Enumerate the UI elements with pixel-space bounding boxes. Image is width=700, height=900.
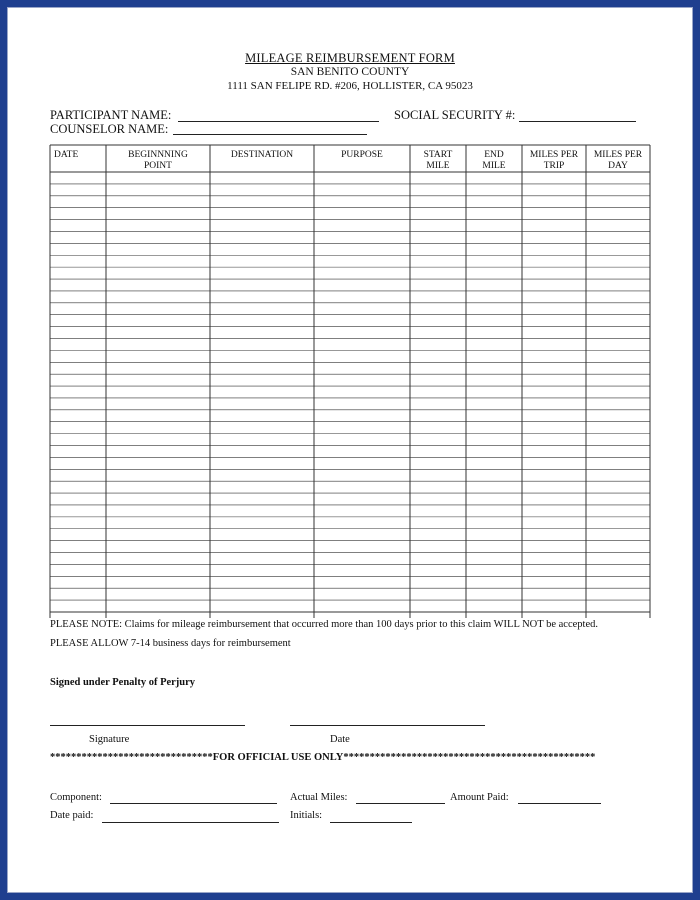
column-header-label: BEGINNNING (128, 150, 188, 160)
column-header-label: DATE (54, 150, 79, 160)
column-header-label: END (484, 150, 504, 160)
column-header-label: MILE (482, 161, 506, 171)
participant-name-label: PARTICIPANT NAME: (50, 108, 172, 122)
signature-date-field[interactable] (290, 725, 485, 726)
county-address: 1111 SAN FELIPE RD. #206, HOLLISTER, CA 95023 (227, 80, 473, 92)
column-header-label: TRIP (543, 161, 565, 171)
column-header-label: POINT (144, 161, 172, 171)
column-header-label: DAY (608, 161, 628, 171)
initials-field[interactable] (330, 822, 412, 823)
social-security-label: SOCIAL SECURITY #: (394, 108, 516, 122)
column-header-label: PURPOSE (341, 150, 383, 160)
signature-field[interactable] (50, 725, 245, 726)
actual-miles-field[interactable] (356, 803, 445, 804)
counselor-name-label: COUNSELOR NAME: (50, 122, 169, 136)
amount-paid-field[interactable] (518, 803, 601, 804)
form-title: MILEAGE REIMBURSEMENT FORM (245, 51, 455, 65)
signature-label: Signature (89, 734, 130, 745)
component-field[interactable] (110, 803, 277, 804)
date-paid-label: Date paid: (50, 810, 94, 821)
official-use-banner: *******************************FOR OFFICIAL USE ONLY************************************************ (50, 752, 596, 763)
column-header-label: START (423, 150, 453, 160)
date-label: Date (330, 734, 350, 745)
date-paid-field[interactable] (102, 822, 279, 823)
amount-paid-label: Amount Paid: (450, 792, 509, 803)
column-header-label: DESTINATION (230, 150, 294, 160)
claims-note: PLEASE NOTE: Claims for mileage reimbursement that occurred more than 100 days prior to this claim WILL NOT be accepted. (50, 619, 598, 630)
actual-miles-label: Actual Miles: (290, 792, 348, 803)
column-header-label: MILES PER (529, 150, 579, 160)
perjury-statement: Signed under Penalty of Perjury (50, 677, 196, 688)
county-name: SAN BENITO COUNTY (290, 66, 410, 78)
column-header-label: MILES PER (593, 150, 643, 160)
initials-label: Initials: (290, 810, 323, 821)
processing-time-note: PLEASE ALLOW 7-14 business days for reimbursement (50, 638, 291, 649)
component-label: Component: (50, 792, 102, 803)
column-header-label: MILE (426, 161, 450, 171)
